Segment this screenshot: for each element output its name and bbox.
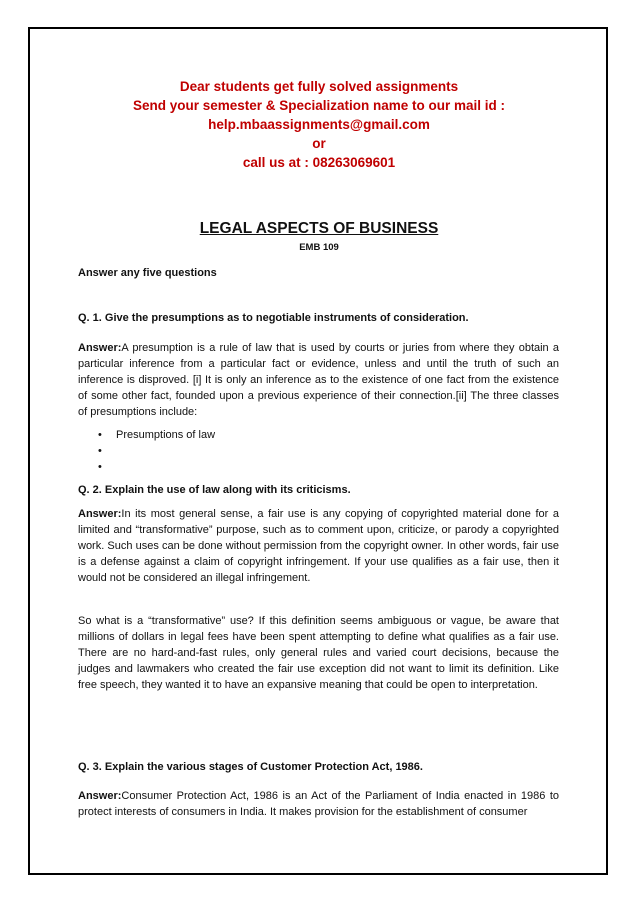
answer-2 bbox=[78, 506, 559, 586]
ad-line-2: Send your semester & Specialization name to our mail id : bbox=[132, 98, 506, 113]
bullet-icon: • bbox=[98, 445, 102, 457]
question-2: Q. 2. Explain the use of law along with its criticisms. bbox=[78, 484, 351, 496]
bullet-icon: • bbox=[98, 429, 102, 441]
answer-2-label: Answer: bbox=[78, 508, 122, 520]
document-title: LEGAL ASPECTS OF BUSINESS bbox=[199, 220, 439, 237]
bullet-icon: • bbox=[98, 461, 102, 473]
question-1: Q. 1. Give the presumptions as to negotiable instruments of consideration. bbox=[78, 312, 469, 324]
ad-or: or bbox=[312, 136, 326, 151]
ad-phone: call us at : 08263069601 bbox=[242, 155, 396, 170]
answer-3-text: Consumer Protection Act, 1986 is an Act of the Parliament of India enacted in 1986 to protect interests of consumers in India. It makes provision for the establishment of consumer bbox=[78, 790, 559, 818]
list-item bbox=[98, 427, 215, 443]
question-3: Q. 3. Explain the various stages of Customer Protection Act, 1986. bbox=[78, 761, 423, 773]
list-item bbox=[98, 459, 215, 475]
answer-2-text: In its most general sense, a fair use is any copying of copyrighted material done for a limited and “transformative” purpose, such as to comment upon, criticize, or parody a copyrighted work. Such uses can be done without permission from the copyright owner. In other words, fair use is a defense against a claim of copyright infringement. If your use qualifies as a fair use, then it would not be considered an illegal infringement. bbox=[78, 508, 559, 584]
course-code: EMB 109 bbox=[299, 242, 339, 253]
list-item bbox=[98, 443, 215, 459]
answer-3 bbox=[78, 788, 559, 820]
answer-1-label: Answer: bbox=[78, 342, 122, 354]
presumptions-list bbox=[98, 427, 215, 475]
answer-3-label: Answer: bbox=[78, 790, 122, 802]
answer-1-text: A presumption is a rule of law that is used by courts or juries from where they obtain a particular inference from a particular fact or evidence, unless and until the truth of such an inference is disproved. [i] It is only an inference as to the existence of one fact from the existence of some other fact, founded upon a previous experience of their connection.[ii] The three classes of presumptions include: bbox=[78, 342, 559, 418]
instruction: Answer any five questions bbox=[78, 267, 217, 279]
answer-1 bbox=[78, 340, 559, 420]
ad-line-1: Dear students get fully solved assignments bbox=[179, 79, 459, 94]
answer-2-paragraph-2: So what is a “transformative” use? If this definition seems ambiguous or vague, be aware that millions of dollars in legal fees have been spent attempting to define what qualifies as a fair use. There are no hard-and-fast rules, only general rules and varied court decisions, because the judges and lawmakers who created the fair use exception did not want to limit its definition. Like free speech, they wanted it to have an expansive meaning that could be open to interpretation. bbox=[78, 615, 559, 691]
list-item-text: Presumptions of law bbox=[116, 429, 216, 441]
ad-email: help.mbaassignments@gmail.com bbox=[208, 117, 430, 132]
